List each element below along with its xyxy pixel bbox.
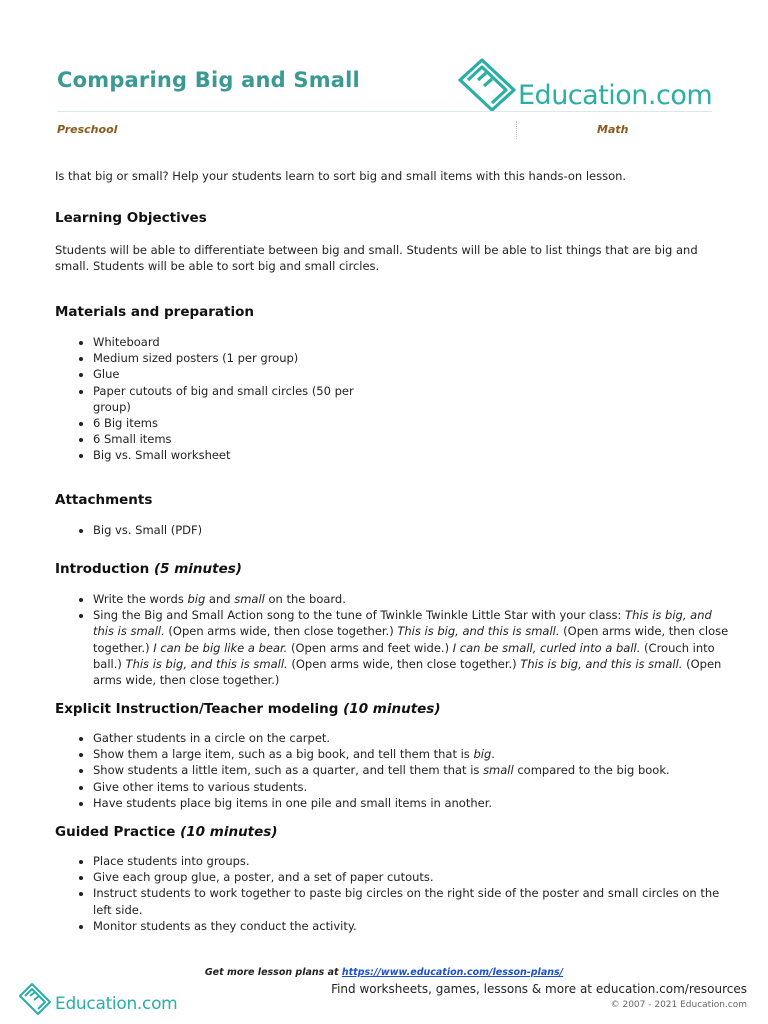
list-item: • Instruct students to work together to paste big circles on the right side of the poster and small circles on the left side. (93, 885, 733, 917)
text-run: Sing the Big and Small Action song to the tune of Twinkle Twinkle Little Star with your class: (93, 608, 626, 623)
introduction-duration: (5 minutes) (153, 561, 242, 577)
text-run: This is big, and this is small. (397, 624, 560, 639)
list-item: • Medium sized posters (1 per group) (93, 350, 363, 366)
introduction-heading (55, 561, 242, 577)
list-item: • Monitor students as they conduct the activity. (93, 918, 733, 934)
list-item: • Gather students in a circle on the carpet. (93, 730, 733, 746)
text-run: on the board. (264, 592, 346, 606)
grade-label: Preschool (57, 123, 118, 136)
text-run: (Open arms wide, then close together.) (164, 624, 398, 639)
page-title: Comparing Big and Small (57, 68, 360, 92)
text-run: compared to the big book. (513, 763, 670, 778)
explicit-heading (55, 701, 441, 717)
brand-name: Education.com (518, 80, 713, 111)
text-run: This is big, and this is small. (93, 608, 712, 639)
footer-more-lessons (0, 967, 768, 978)
meta-separator (516, 121, 517, 139)
text-run: This is big, and this is small. (125, 656, 288, 671)
text-run: big (187, 592, 206, 606)
text-run: (Open arms wide, then close together.) (93, 624, 729, 655)
list-item: • Give other items to various students. (93, 779, 733, 795)
list-item (93, 762, 733, 778)
subject-label: Math (597, 123, 629, 136)
footer-brand-name: Education.com (55, 994, 178, 1014)
objectives-heading: Learning Objectives (55, 210, 207, 226)
text-run: This is big, and this is small. (520, 656, 683, 671)
text-run: Show students a little item, such as a quarter, and tell them that is (93, 763, 484, 778)
explicit-list (55, 730, 733, 811)
introduction-heading-text: Introduction (55, 561, 150, 577)
text-run: (Open arms wide, then close together.) (93, 656, 722, 688)
objectives-text: Students will be able to differentiate between big and small. Students will be able to list things that are big and small. Students will be able to sort big and small circles. (55, 243, 698, 273)
text-run: Write the words (93, 592, 188, 606)
guided-heading (55, 824, 278, 840)
guided-list (55, 853, 733, 934)
guided-heading-text: Guided Practice (55, 824, 176, 840)
text-run: small (483, 763, 514, 778)
text-run: and (205, 592, 235, 606)
text-run: I can be big like a bear. (153, 640, 288, 655)
list-item: • Glue (93, 366, 363, 382)
text-run: . (491, 747, 495, 762)
list-item: • Have students place big items in one pile and small items in another. (93, 795, 733, 811)
list-item (93, 607, 733, 688)
introduction-list (55, 591, 733, 688)
list-item: • Place students into groups. (93, 853, 733, 869)
text-run: (Open arms wide, then close together.) (287, 656, 521, 671)
text-run: small (234, 592, 265, 606)
explicit-heading-text: Explicit Instruction/Teacher modeling (55, 701, 339, 717)
text-run: I can be small, curled into a ball. (452, 640, 641, 655)
list-item: • Paper cutouts of big and small circles (50 per group) (93, 383, 363, 415)
text-run: big (473, 747, 492, 762)
text-run: (Open arms and feet wide.) (287, 640, 453, 655)
list-item: • Whiteboard (93, 334, 363, 350)
materials-list (55, 334, 363, 464)
list-item: • Give each group glue, a poster, and a set of paper cutouts. (93, 869, 733, 885)
guided-duration: (10 minutes) (180, 824, 278, 840)
footer-tagline: Find worksheets, games, lessons & more at education.com/resources (331, 982, 747, 996)
header-divider (57, 111, 712, 112)
explicit-duration: (10 minutes) (343, 701, 441, 717)
attachments-heading: Attachments (55, 492, 153, 508)
list-item (93, 591, 733, 607)
text-run: Show them a large item, such as a big book, and tell them that is (93, 747, 474, 762)
lesson-plans-link[interactable]: https://www.education.com/lesson-plans/ (341, 967, 564, 978)
attachment-link[interactable]: • Big vs. Small (PDF) (93, 522, 202, 538)
materials-heading: Materials and preparation (55, 304, 254, 320)
list-item: • 6 Big items (93, 415, 363, 431)
footer-more-text: Get more lesson plans at (204, 967, 342, 978)
attachments-list (55, 522, 202, 538)
text-run: (Crouch into ball.) (93, 640, 715, 671)
list-item: • 6 Small items (93, 431, 363, 447)
intro-text: Is that big or small? Help your students learn to sort big and small items with this hands-on lesson. (55, 169, 627, 183)
list-item (93, 746, 733, 762)
list-item: • Big vs. Small worksheet (93, 447, 363, 463)
footer-copyright: © 2007 - 2021 Education.com (610, 1000, 747, 1010)
